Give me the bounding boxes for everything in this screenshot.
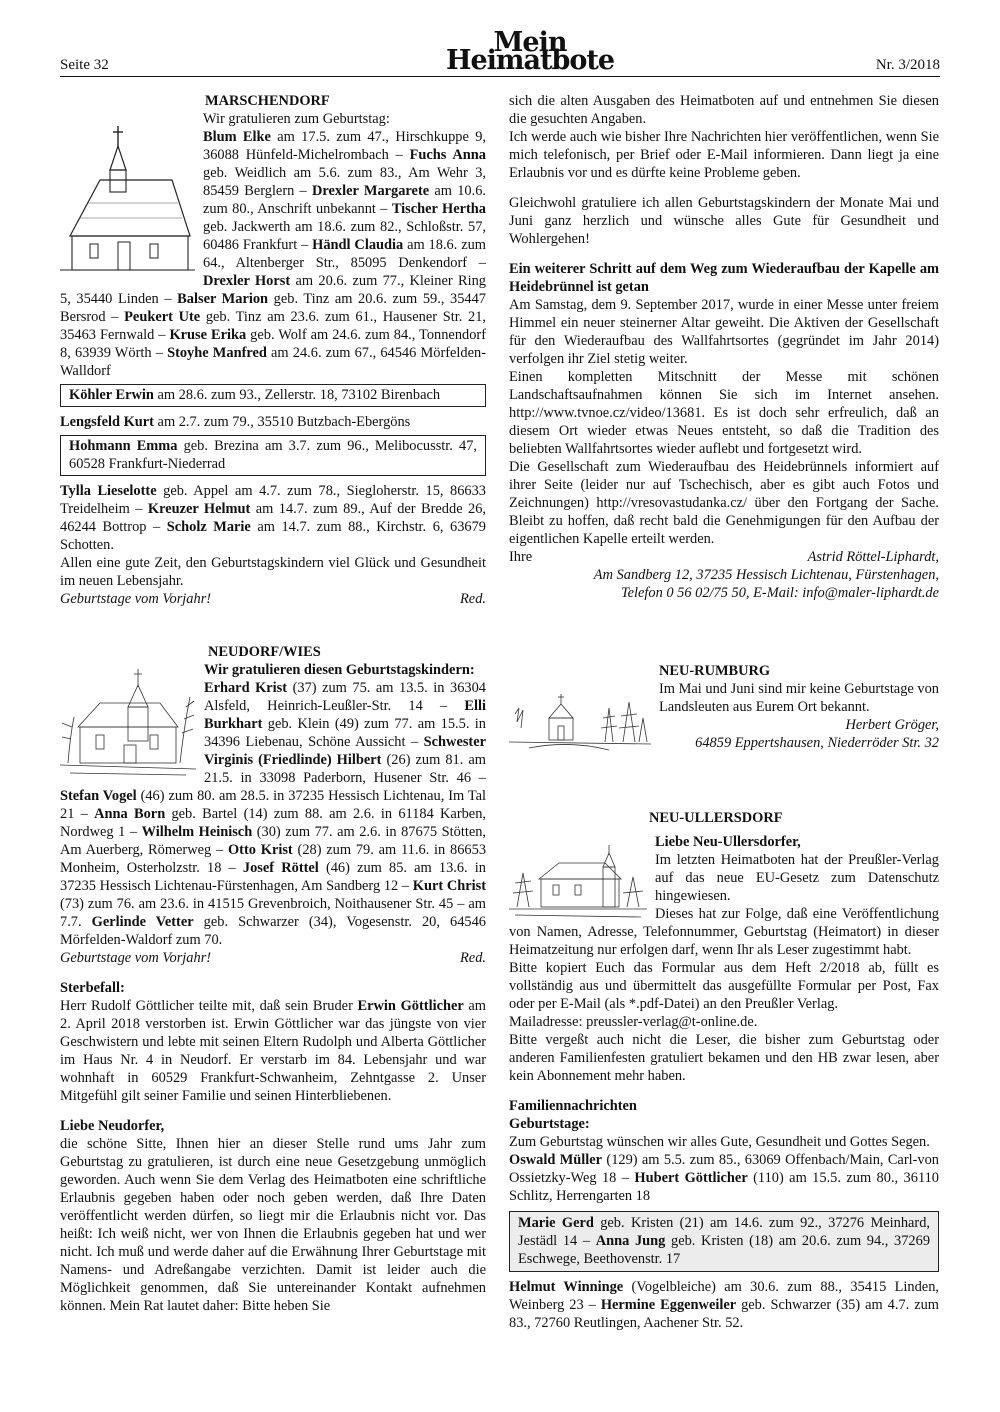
paragraph: Bitte kopiert Euch das Formular aus dem Heft 2/2018 ab, füllt es vollständig aus und übermittelt das ausgefüllte Formular per Post, Fax oder per E-Mail (als *.pdf-Datei) an den Preußler Verlag. [509,960,939,1012]
paragraph: Gleichwohl gratuliere ich allen Geburtstagskindern der Monate Mai und Juni ganz herzlich und wünsche alles Gute für Gesundheit und Wohlergehen! [509,195,939,247]
masthead-logo: Mein Heimatbote [445,27,615,76]
birthday-line: Lengsfeld Kurt am 2.7. zum 79., 35510 Butzbach-Ebergöns [60,414,411,430]
birthday-paragraph: Oswald Müller (129) am 5.5. zum 85., 63069 Offenbach/Main, Carl-von Ossietzky-Weg 18 – Hubert Göttlicher (110) am 15.5. zum 80., 36110 Schlitz, Herrengarten 18 [509,1152,940,1204]
section-title: NEUDORF/WIES [208,644,321,660]
letter-text: die schöne Sitte, Ihnen hier an dieser Stelle rund ums Jahr zum Geburtstag zu gratulieren, ist durch eine neue Gesetzgebung unmöglich geworden. Auch wenn Sie dem Verlag des Heimatboten eine schriftliche Erlaubnis gegeben haben oder noch geben werden, daß Ihre Daten veröffentlicht werden dürfen, so liegt mir die Erlaubnis nicht vor. Das heißt: Ich weiß nicht, wer von Ihnen die Erlaubnis gegeben hat und wer nicht. Ich muß und werde daher auf die Erwähnung Ihrer Geburtstage mit Namens- und Adreßangabe verzichten. Damit ist leider auch die Möglichkeit genommen, daß Sie untereinander Kontakt aufnehmen können. Mein Rat lautet daher: Bitte heben Sie [60,1136,486,1314]
paragraph: Einen kompletten Mitschnitt der Messe mit schönen Landschaftsaufnahmen können Sie sich im Internet ansehen. http://www.tvnoe.cz/video/13681. Es ist doch sehr erfreulich, daß an diesem Ort wieder etwas Neues entsteht, so daß die Tradition des beliebten Wallfahrtsortes wieder auflebt und fortgesetzt wird. [509,369,939,457]
letter-title: Liebe Neudorfer, [60,1118,165,1134]
signature-address: 64859 Eppertshausen, Niederröder Str. 32 [695,735,939,751]
issue-number: Nr. 3/2018 [875,57,940,73]
death-notice-title: Sterbefall: [60,980,125,996]
section-title: MARSCHENDORF [205,93,330,109]
section-neu-rumburg [509,662,939,756]
section-marschendorf [60,92,486,608]
header-rule [60,76,940,77]
section-title: NEU-ULLERSDORF [649,810,783,826]
paragraph: Am Samstag, dem 9. September 2017, wurde in einer Messe unter freiem Himmel ein neuer steinerner Altar geweiht. Die Aktiven der Gesellschaft für den Wiederaufbau des Wallfahrtsortes (gegründet im Jahr 2014) verfolgen ihr Ziel stetig weiter. [509,297,939,367]
chapel-illustration-rumburg [509,688,651,754]
closing-text: Allen eine gute Zeit, den Geburtstagskindern viel Glück und Gesundheit im neuen Lebensjahr. [60,555,486,589]
paragraph: sich die alten Ausgaben des Heimatboten auf und entnehmen Sie diesen die gesuchten Angaben. [509,93,939,127]
paragraph: Die Gesellschaft zum Wiederaufbau des Heidebrünnels informiert auf ihrer Seite (leider nur auf Tschechisch, aber es gibt auch Fotos und Zeichnungen) http://vresovastudanka.cz/ über den Fortgang der Sache. Bleibt zu hoffen, daß recht bald die Genehmigungen für den Aufbau der eigentlichen Kapelle erteilt werden. [509,459,939,547]
section-footer: Geburtstage vom Vorjahr! Red. [60,591,486,607]
birthdays-title: Geburtstage: [509,1116,590,1132]
death-notice-text: Herr Rudolf Göttlicher teilte mit, daß sein Bruder Erwin Göttlicher am 2. April 2018 verstorben ist. Erwin Göttlicher war das jüngste von vier Geschwistern und lebte mit seinen Eltern Rudolph und Alberta Göttlicher im Haus Nr. 4 in Neudorf. Er verstarb im 84. Lebensjahr und war wohnhaft in 60529 Frankfurt-Schwanheim, Zehntgasse 2. Unser Mitgefühl gilt seiner Familie und seinen Hinterbliebenen. [60,998,486,1104]
greeting: Liebe Neu-Ullersdorfer, [655,834,801,850]
highlight-box: Hohmann Emma geb. Brezina am 3.7. zum 96., Melibocusstr. 47, 60528 Frankfurt-Niederrad [60,435,486,476]
marschendorf-text: Wir gratulieren zum Geburtstag: Blum Elke am 17.5. zum 47., Hirschkuppe 9, 36088 Hünfeld-Michelrombach – Fuchs Anna geb. Weidlich am 5.6. zum 83., Am Wehr 3, 85459 Berglern – Drexler Margarete am 10.6. zum 80., Anschrift unbekannt – Tischer Hertha geb. Jackwerth am 18.6. zum 82., Schloßstr. 57, 60486 Frankfurt – Händl Claudia am 18.6. zum 64., Altenberger Str., 85095 Denkendorf – Drexler Horst am 20.6. zum 77., Kleiner Ring 5, 35440 Linden – Balser Marion geb. Tinz am 20.6. zum 59., 35447 Bersrod – Peukert Ute geb. Tinz am 23.6. zum 61., Hausener Str. 21, 35463 Fernwald – Kruse Erika geb. Wolf am 24.6. zum 84., Tonnendorf 8, 63939 Wörth – Stoyhe Manfred am 24.6. zum 67., 64546 Mörfelden-Walldorf [60,111,487,379]
paragraph: Bitte vergeßt auch nicht die Leser, die bisher zum Geburtstag oder anderen Familienfesten gratuliert bekamen und den HB zwar lesen, aber kein Abonnement mehr haben. [509,1032,939,1084]
birthday-paragraph: Helmut Winninge (Vogelbleiche) am 30.6. zum 88., 35415 Linden, Weinberg 23 – Hermine Eggenweiler geb. Schwarzer (35) am 4.7. zum 83., 72760 Reutlingen, Aachener Str. 52. [509,1279,940,1331]
highlight-box: Köhler Erwin am 28.6. zum 93., Zellerstr. 18, 73102 Birenbach [60,384,486,407]
section-continuation [509,92,939,602]
paragraph: Ich werde auch wie bisher Ihre Nachrichten hier veröffentlichen, wenn Sie mich telefonisch, per Brief oder E-Mail informieren. Dann liegt ja eine Erlaubnis vor und es dürfte keine Probleme geben. [509,129,939,181]
paragraph: Dieses hat zur Folge, daß eine Veröffentlichung von Namen, Adresse, Telefonnummer, Geburtstag (Heimatort) in dieser Heimatzeitung nur erfolgen darf, wenn Ihr als Leser zugestimmt habt. [509,906,939,958]
church-illustration-marschendorf [60,118,195,273]
page-number: Seite 32 [60,57,109,73]
section-neudorf [60,643,486,1315]
neudorf-heading: Wir gratulieren diesen Geburtstagskindern: [204,662,475,678]
family-news-title: Familiennachrichten [509,1098,637,1114]
signature-address: Am Sandberg 12, 37235 Hessisch Lichtenau, Fürstenhagen, [593,567,939,583]
rumburg-text: Im Mai und Juni sind mir keine Geburtstage von Landsleuten aus Eurem Ort bekannt. [659,681,939,715]
section-footer: Geburtstage vom Vorjahr! Red. [60,950,486,966]
signature-contact: Telefon 0 56 02/75 50, E-Mail: info@maler-liphardt.de [620,585,939,601]
paragraph: Mailadresse: preussler-verlag@t-online.de. [509,1014,758,1030]
church-illustration-ullersdorf [509,843,647,921]
paragraph: Zum Geburtstag wünschen wir alles Gute, Gesundheit und Gottes Segen. [509,1134,930,1150]
highlight-box: Marie Gerd geb. Kristen (21) am 14.6. zum 92., 37276 Meinhard, Jestädl 14 – Anna Jung geb. Kristen (18) am 20.6. zum 94., 37269 Eschwege, Beethovenstr. 17 [509,1211,939,1272]
church-illustration-neudorf [60,667,196,779]
neudorf-text: Erhard Krist (37) zum 75. am 13.5. in 36304 Alsfeld, Heinrich-Leußler-Str. 14 – Elli Burkhart geb. Klein (49) zum 77. am 15.5. in 34396 Liebenau, Schöne Aussicht – Schwester Virginis (Friedlinde) Hilbert (26) zum 81. am 21.5. in 33098 Paderborn, Husener Str. 46 – Stefan Vogel (46) zum 80. am 28.5. in 37235 Hessisch Lichtenau, Im Tal 21 – Anna Born geb. Bartel (14) zum 88. am 2.6. in 61184 Karben, Nordweg 1 – Wilhelm Heinisch (30) zum 77. am 2.6. in 87675 Stötten, Am Auerberg, Römerweg – Otto Krist (28) zum 79. am 11.6. in 86653 Monheim, Osterholzstr. 18 – Josef Röttel (46) zum 85. am 13.6. in 37235 Hessisch Lichtenau-Fürstenhagen, Am Sandberg 12 – Kurt Christ (73) zum 76. am 23.6. in 41515 Grevenbroich, Noithausener Str. 45 – am 7.7. Gerlinde Vetter geb. Schwarzer (34), Vogesenstr. 20, 64546 Mörfelden-Waldorf zum 70. [60,680,487,948]
paragraph: Im letzten Heimatboten hat der Preußler-Verlag auf das neue EU-Gesetz zum Datenschutz hingewiesen. [655,852,939,904]
section-neu-ullersdorf [509,809,939,1332]
section-title: NEU-RUMBURG [659,663,771,679]
article-headline: Ein weiterer Schritt auf dem Weg zum Wiederaufbau der Kapelle am Heidebrünnel ist getan [509,261,939,295]
birthday-paragraph: Tylla Lieselotte geb. Appel am 4.7. zum 78., Siegloherstr. 15, 86633 Treidelheim – Kreuzer Helmut am 14.7. zum 89., Auf der Bredde 26, 46244 Bottrop – Scholz Marie am 14.7. zum 88., Kirchstr. 6, 63679 Schotten. [60,483,487,553]
signature-name: Herbert Gröger, [845,717,939,733]
signature-line: Ihre Astrid Röttel-Liphardt, [509,549,939,565]
page-header [60,27,940,76]
